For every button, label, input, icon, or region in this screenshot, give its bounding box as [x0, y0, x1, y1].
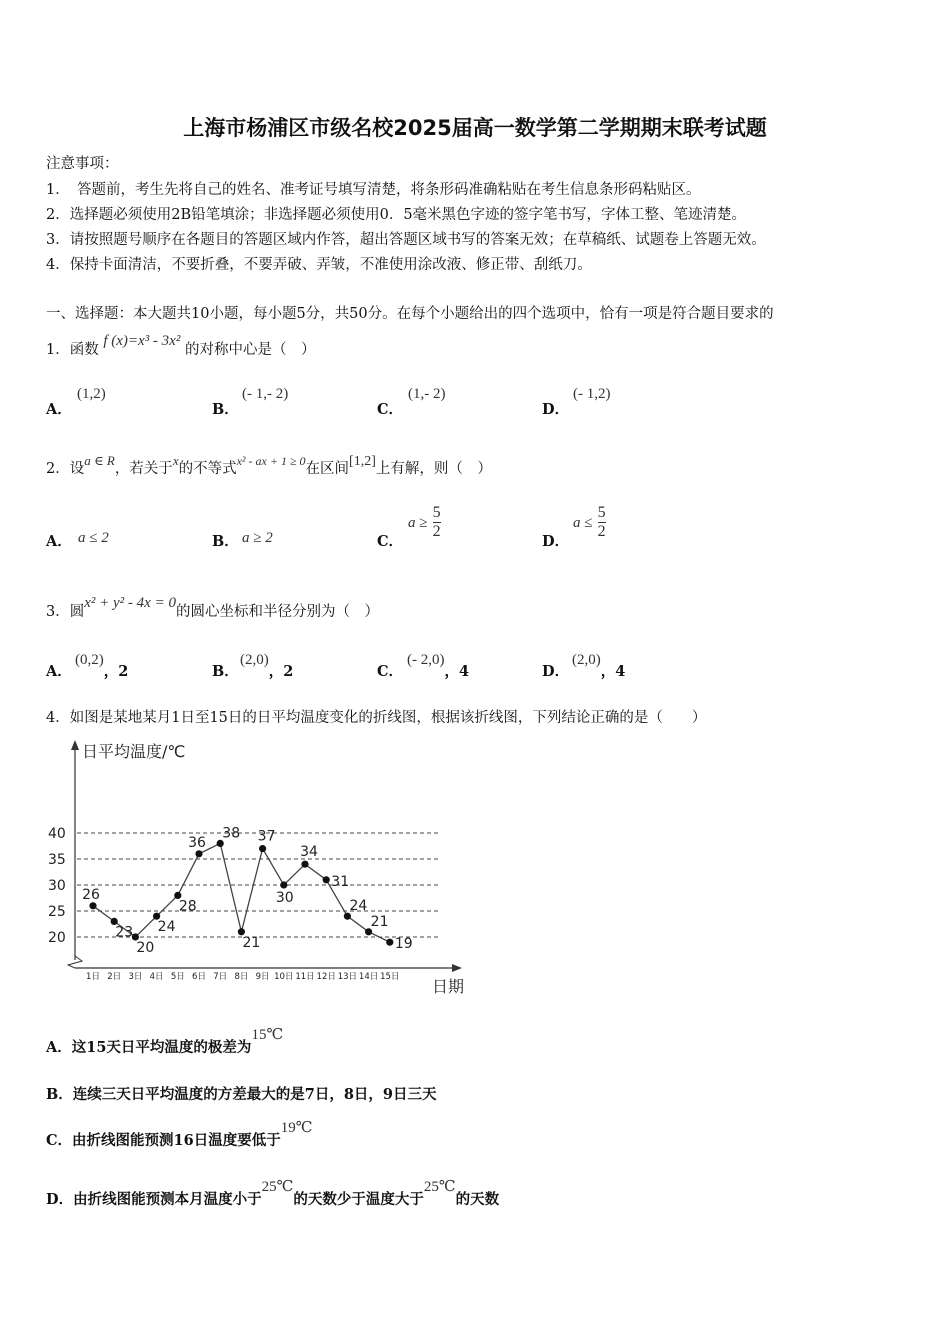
x-tick-label: 15日: [380, 972, 400, 982]
q4-option-d-text-3: 的天数: [455, 1191, 500, 1208]
data-label: 37: [257, 828, 276, 845]
fraction-denominator: 2: [432, 523, 441, 540]
x-tick-label: 1日: [86, 972, 100, 982]
data-label: 36: [188, 834, 206, 851]
x-tick-label: 12日: [316, 972, 336, 982]
q2-number: 2．设: [46, 461, 85, 477]
q3-label-c: C．: [377, 663, 404, 680]
q1-label-d: D．: [542, 401, 570, 418]
q2-option-a[interactable]: a ≤ 2: [78, 530, 109, 546]
data-label: 24: [349, 898, 368, 915]
x-tick-label: 14日: [358, 972, 379, 982]
data-label: 20: [136, 940, 155, 956]
temperature-line-chart: [48, 738, 480, 1000]
q2-tail: 上有解，则（ ）: [375, 461, 492, 477]
x-axis-label: 日期: [432, 977, 465, 996]
data-label: 21: [242, 934, 261, 951]
x-tick-label: 9日: [255, 972, 270, 982]
x-tick-labels: [86, 972, 399, 982]
y-tick-label: 40: [48, 826, 66, 842]
note-item-1: 1． 答题前，考生先将自己的姓名、准考证号填写清楚，将条形码准确粘贴在考生信息条形码粘贴区。: [46, 182, 701, 198]
q1-label-a: A．: [46, 401, 72, 418]
q4-option-d-value-1: 25℃: [261, 1179, 294, 1195]
q4-option-d[interactable]: [46, 1179, 500, 1209]
q4-option-d-text-2: 的天数少于温度大于: [293, 1191, 424, 1208]
question-2: [46, 453, 492, 478]
q4-option-b[interactable]: B．连续三天日平均温度的方差最大的是7日，8日，9日三天: [46, 1086, 437, 1103]
q4-option-d-text-1: D．由折线图能预测本月温度小于: [46, 1191, 262, 1208]
q2-interval: [1,2]: [349, 454, 376, 469]
x-tick-label: 3日: [128, 972, 143, 982]
section-heading: 一、选择题：本大题共10小题，每小题5分，共50分。在每个小题给出的四个选项中，恰有一项是符合题目要求的: [46, 306, 774, 322]
data-point: [259, 845, 266, 852]
q2-label-b: B．: [212, 533, 239, 550]
q1-tail: 的对称中心是（ ）: [184, 342, 316, 358]
q4-option-a-value: 15℃: [251, 1027, 284, 1043]
q3-label-b: B．: [212, 663, 239, 680]
data-point: [280, 881, 287, 888]
q3-center-b: (2,0): [240, 652, 269, 668]
note-item-4: 4．保持卡面清洁，不要折叠，不要弄破、弄皱，不准使用涂改液、修正带、刮纸刀。: [46, 257, 592, 273]
data-point: [386, 939, 393, 946]
data-point: [323, 876, 330, 883]
q1-option-c[interactable]: (1,- 2): [408, 386, 446, 402]
q4-option-c[interactable]: [46, 1120, 313, 1150]
chart-axes: [68, 740, 464, 996]
q2-label-d: D．: [542, 533, 570, 550]
q2-variable: x: [172, 453, 179, 468]
q2-text-3: 在区间: [305, 461, 350, 477]
x-tick-label: 7日: [213, 972, 228, 982]
x-tick-label: 5日: [170, 972, 185, 982]
data-label: 30: [275, 890, 294, 906]
y-tick-label: 20: [48, 930, 66, 946]
q4-option-a[interactable]: [46, 1027, 284, 1057]
data-label: 21: [370, 913, 389, 930]
q2-option-c[interactable]: [408, 504, 441, 541]
q2-option-d-prefix: a ≤: [573, 515, 593, 531]
q2-option-c-fraction: [433, 504, 441, 541]
y-tick-label: 35: [48, 852, 66, 868]
x-tick-label: 11日: [295, 972, 315, 982]
page-title: 上海市杨浦区市级名校2025届高一数学第二学期期末联考试题: [183, 116, 767, 140]
data-point: [89, 902, 96, 909]
data-point: [301, 861, 308, 868]
q3-label-a: A．: [46, 663, 72, 680]
q3-center-c: (- 2,0): [407, 652, 445, 668]
q3-option-b[interactable]: [240, 648, 294, 680]
q4-option-c-value: 19℃: [280, 1120, 313, 1136]
fraction-numerator: 5: [432, 504, 441, 521]
q1-option-a[interactable]: (1,2): [77, 386, 106, 402]
note-item-2: 2．选择题必须使用2B铅笔填涂；非选择题必须使用0．5毫米黑色字迹的签字笔书写，字体工整、笔迹清楚。: [46, 207, 747, 223]
q2-condition: a ∈ R: [84, 453, 115, 468]
q3-tail: 的圆心坐标和半径分别为（ ）: [175, 604, 379, 620]
y-tick-label: 30: [48, 878, 66, 894]
q4-option-a-text: A．这15天日平均温度的极差为: [46, 1039, 252, 1056]
q3-radius-c: ，4: [444, 663, 470, 680]
question-4: 4．如图是某地某月1日至15日的日平均温度变化的折线图，根据该折线图，下列结论正确的是（ ）: [46, 710, 707, 726]
q2-label-a: A．: [46, 533, 72, 550]
fraction-numerator: 5: [597, 504, 606, 521]
q3-option-a[interactable]: [75, 648, 129, 680]
data-label: 34: [300, 844, 318, 861]
x-tick-label: 6日: [192, 972, 206, 982]
y-axis-arrow-icon: [71, 740, 79, 750]
note-item-3: 3．请按照题号顺序在各题目的答题区域内作答，超出答题区域书写的答案无效；在草稿纸、试题卷上答题无效。: [46, 232, 766, 248]
q3-number: 3．圆: [46, 604, 85, 620]
data-label: 26: [82, 886, 100, 903]
q1-label-b: B．: [212, 401, 239, 418]
q3-radius-b: ，2: [268, 663, 294, 680]
data-label: 23: [115, 924, 134, 941]
y-tick-labels: [48, 826, 66, 946]
x-tick-label: 13日: [337, 972, 358, 982]
q1-option-d[interactable]: (- 1,2): [573, 386, 611, 402]
q4-option-d-value-2: 25℃: [423, 1179, 456, 1195]
notes-heading: 注意事项：: [46, 156, 119, 172]
q2-text-1: ，若关于: [114, 461, 173, 477]
q2-inequality: x² - ax + 1 ≥ 0: [236, 454, 306, 468]
fraction-denominator: 2: [597, 523, 606, 540]
q3-center-a: (0,2): [75, 652, 104, 668]
data-points: [89, 840, 393, 946]
q3-radius-a: ，2: [103, 663, 129, 680]
q4-option-c-text: C．由折线图能预测16日温度要低于: [46, 1132, 281, 1149]
data-point: [195, 850, 202, 857]
data-label: 31: [331, 873, 350, 890]
q3-center-d: (2,0): [572, 652, 601, 668]
data-label: 19: [394, 936, 413, 953]
data-label: 28: [178, 898, 197, 915]
q3-radius-d: ，4: [600, 663, 626, 680]
x-tick-label: 8日: [234, 972, 249, 982]
y-tick-label: 25: [48, 904, 66, 920]
q1-number: 1．函数: [46, 342, 99, 358]
q3-label-d: D．: [542, 663, 570, 680]
q1-formula: f (x)=x³ - 3x²: [103, 333, 181, 349]
data-labels: [82, 825, 413, 956]
x-tick-label: 10日: [274, 972, 294, 982]
q3-option-c[interactable]: [407, 648, 470, 680]
q1-option-b[interactable]: (- 1,- 2): [242, 386, 289, 402]
q3-equation: x² + y² - 4x = 0: [84, 595, 176, 611]
y-axis-label: 日平均温度/℃: [82, 742, 186, 761]
q2-option-b[interactable]: a ≥ 2: [242, 530, 273, 546]
data-label: 38: [222, 825, 241, 842]
x-axis-arrow-icon: [452, 964, 462, 972]
temperature-series-line: [93, 843, 390, 942]
q2-label-c: C．: [377, 533, 404, 550]
question-1: [46, 333, 316, 359]
q2-option-c-prefix: a ≥: [408, 515, 428, 531]
q1-label-c: C．: [377, 401, 404, 418]
q2-option-d[interactable]: [573, 504, 606, 541]
q2-text-2: 的不等式: [178, 461, 237, 477]
q2-option-d-fraction: [598, 504, 606, 541]
question-3: [46, 595, 379, 621]
q3-option-d[interactable]: [572, 648, 626, 680]
x-tick-label: 2日: [107, 972, 122, 982]
x-tick-label: 4日: [149, 972, 164, 982]
data-label: 24: [157, 919, 176, 936]
